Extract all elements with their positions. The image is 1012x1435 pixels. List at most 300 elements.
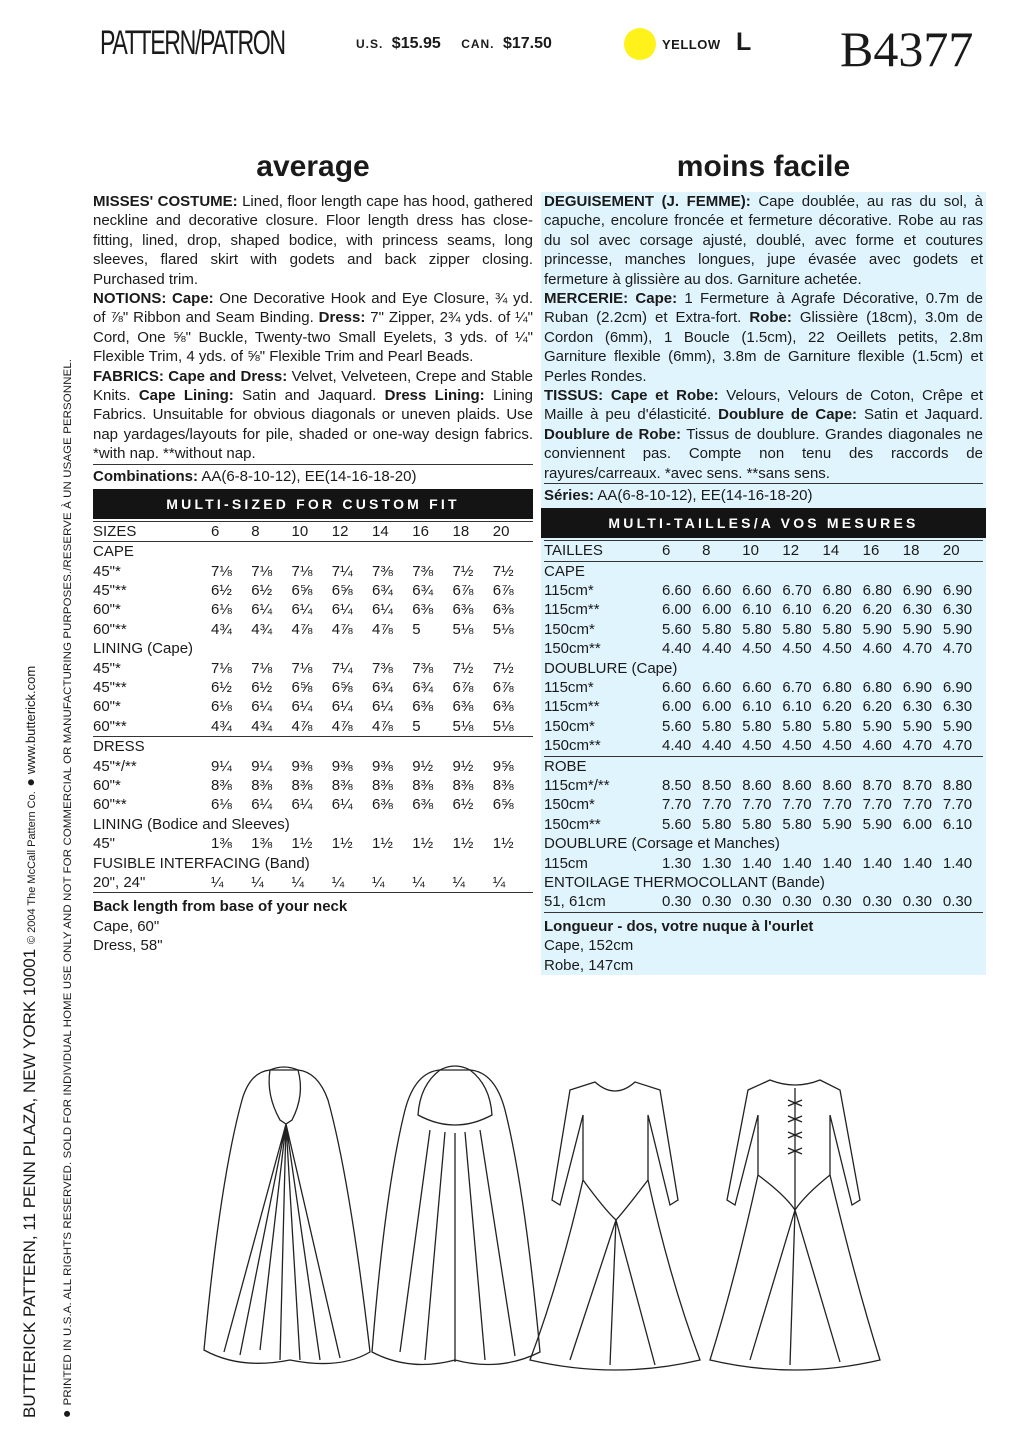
table-cell: 4.40: [702, 736, 742, 756]
row-label: LINING (Cape): [93, 640, 194, 658]
table-cell: 7⅛: [291, 562, 313, 580]
color-label: YELLOW: [662, 37, 721, 52]
table-cell: 6¼: [291, 698, 313, 716]
table-row: [93, 659, 533, 678]
row-label: 150cm**: [544, 640, 601, 658]
table-cell: 5.90: [902, 717, 932, 735]
dress-front-drawing: [530, 1082, 700, 1370]
multi-size-bar: MULTI-SIZED FOR CUSTOM FIT: [93, 489, 533, 519]
table-cell: 6.70: [782, 678, 812, 696]
table-row: [544, 834, 983, 853]
table-row: [93, 854, 533, 873]
table-row: [93, 873, 533, 893]
dress-lining-text: Lining Fabrics. Unsuitable for obvious diagonals or uneven plaids. Use nap yardages/layouts for pile, shaded or one-way design fabrics. *with nap. **without nap.: [93, 387, 534, 463]
table-cell: 6¾: [372, 678, 393, 696]
pattern-number: B4377: [840, 21, 974, 77]
table-cell: 6.20: [862, 601, 892, 619]
table-cell: 7½: [492, 659, 514, 677]
table-cell: 6.10: [742, 601, 772, 619]
desc-label-fr: DEGUISEMENT (J. FEMME):: [544, 193, 751, 210]
combo-label: Combinations:: [93, 467, 198, 485]
table-cell: 5.80: [702, 620, 732, 638]
table-row: [93, 717, 533, 737]
can-price-label: CAN.: [461, 37, 495, 51]
table-cell: 6.10: [782, 698, 812, 716]
combo-text: AA(6-8-10-12), EE(14-16-18-20): [198, 467, 417, 485]
dress-back-drawing: [710, 1080, 880, 1370]
table-cell: ¼: [453, 873, 493, 893]
row-label: 60"*: [93, 698, 121, 716]
table-cell: 7⅛: [211, 562, 232, 580]
row-label: 150cm*: [544, 796, 595, 814]
notions-dress-label-fr: Robe:: [749, 309, 792, 327]
size-header: 10: [742, 541, 782, 561]
row-label: 60"**: [93, 620, 127, 638]
table-cell: 1½: [412, 835, 434, 853]
table-cell: 4.60: [862, 640, 892, 658]
desc-text: Lined, floor length cape has hood, gathered neckline and decorative closure. Floor length dress has close-fitting, lined, drop, shaped bodice, with princess seams, long sleeves, flared skirt with godets and back zipper closing. Purchased trim.: [93, 193, 533, 288]
table-cell: 6½: [452, 796, 474, 814]
table-cell: 6⅝: [291, 581, 313, 599]
sizes-header-row: [93, 521, 533, 541]
row-label: CAPE: [93, 543, 134, 561]
row-label: DOUBLURE (Corsage et Manches): [544, 835, 780, 853]
table-cell: 8⅜: [452, 776, 474, 794]
table-cell: 6½: [251, 678, 273, 696]
table-cell: 8⅜: [372, 776, 393, 794]
table-cell: 0.30: [742, 892, 782, 912]
table-cell: 1⅜: [251, 835, 273, 853]
table-cell: 4.50: [782, 736, 822, 756]
yardage-table-en: [93, 521, 533, 894]
table-cell: 6.80: [822, 678, 852, 696]
dress-lining-label: Dress Lining:: [384, 387, 485, 405]
table-row: [544, 892, 983, 912]
back-length: [93, 893, 533, 955]
dress-lining-text-fr: Tissus de doublure. Grandes diagonales ne conviennent pas. Compte non tenu des raccords de rayures/carreaux. *avec sens. **sans sens.: [544, 425, 983, 482]
table-cell: 4.50: [742, 736, 782, 756]
table-cell: 6.80: [862, 678, 892, 696]
table-cell: 6⅜: [492, 601, 514, 619]
table-cell: 5.80: [782, 815, 812, 833]
cape-lining-label: Cape Lining:: [138, 387, 234, 405]
table-cell: 8.50: [702, 776, 732, 794]
table-cell: 5.90: [942, 717, 973, 735]
table-cell: 9¼: [211, 757, 232, 775]
table-cell: 5.80: [782, 620, 812, 638]
combo-text-fr: AA(6-8-10-12), EE(14-16-18-20): [594, 487, 813, 505]
table-cell: 5: [412, 717, 452, 737]
description: [93, 192, 533, 465]
table-cell: 7⅛: [291, 659, 313, 677]
size-letter: L: [736, 28, 752, 56]
row-label: 45"*: [93, 562, 121, 580]
table-cell: 6¼: [372, 601, 393, 619]
table-cell: 7½: [492, 562, 514, 580]
table-cell: 6.60: [662, 581, 692, 599]
row-label: 45"**: [93, 678, 127, 696]
table-cell: 6.10: [942, 815, 973, 833]
table-cell: 1½: [331, 835, 353, 853]
table-cell: 6¼: [331, 698, 353, 716]
row-label: 45"**: [93, 581, 127, 599]
table-cell: 6.00: [902, 815, 932, 833]
table-cell: ¼: [493, 873, 533, 893]
table-cell: 5.80: [822, 717, 852, 735]
english-info: [93, 192, 533, 956]
cape-lining-text-fr: Satin et Jaquard.: [857, 406, 983, 424]
table-cell: 7⅜: [372, 659, 393, 677]
table-cell: 1.40: [902, 854, 932, 872]
table-cell: 1.30: [662, 854, 692, 872]
table-cell: 8.70: [902, 776, 932, 794]
table-cell: 4.50: [823, 736, 863, 756]
table-cell: 6.20: [862, 698, 892, 716]
table-cell: 6.80: [862, 581, 892, 599]
table-cell: 7⅛: [211, 659, 232, 677]
row-label: 115cm*: [544, 581, 594, 599]
sizes-label: TAILLES: [544, 541, 662, 561]
publisher-address: BUTTERICK PATTERN, 11 PENN PLAZA, NEW YORK 10001 © 2004 The McCall Pattern Co. ● www.butterick.com: [20, 665, 39, 1418]
table-cell: 5.80: [742, 815, 772, 833]
table-cell: 5⅛: [452, 620, 474, 638]
table-cell: 1.40: [862, 854, 892, 872]
table-cell: 1.30: [702, 854, 732, 872]
table-cell: 6.00: [702, 698, 732, 716]
table-cell: 0.30: [702, 892, 742, 912]
table-cell: 6.30: [942, 601, 973, 619]
table-row: [544, 678, 983, 697]
table-cell: 5.80: [702, 717, 732, 735]
table-cell: 4.70: [903, 736, 943, 756]
table-cell: 6.70: [782, 581, 812, 599]
table-cell: 6.60: [742, 581, 772, 599]
table-cell: 5⅛: [492, 620, 514, 638]
table-cell: 5.90: [862, 815, 892, 833]
french-info: [541, 192, 986, 975]
table-cell: ¼: [251, 873, 291, 893]
table-cell: 5.60: [662, 717, 692, 735]
table-cell: 1.40: [942, 854, 973, 872]
table-cell: 6.90: [902, 581, 932, 599]
table-cell: 7.70: [702, 796, 732, 814]
row-label: CAPE: [544, 562, 585, 580]
table-cell: 7⅛: [251, 562, 273, 580]
table-cell: ¼: [372, 873, 412, 893]
table-cell: 6⅞: [492, 678, 514, 696]
size-header: 6: [211, 521, 251, 541]
table-cell: 6¼: [331, 796, 353, 814]
size-header: 20: [493, 521, 533, 541]
us-price: $15.95: [391, 35, 441, 52]
row-label: 150cm*: [544, 620, 595, 638]
table-cell: 6⅞: [492, 581, 514, 599]
combinations-fr: [544, 484, 983, 508]
notions-dress-label: Dress:: [318, 309, 366, 327]
table-cell: 7.70: [782, 796, 812, 814]
table-cell: 6⅜: [452, 601, 474, 619]
notions-cape-label-fr: Cape:: [635, 290, 678, 308]
table-cell: 1½: [291, 835, 313, 853]
size-header: 8: [251, 521, 291, 541]
cape-lining-label-fr: Doublure de Cape:: [718, 406, 858, 424]
table-cell: 4¾: [211, 620, 232, 638]
table-row: [544, 697, 983, 716]
table-row: [544, 873, 983, 892]
table-cell: 7.70: [662, 796, 692, 814]
table-cell: 4.50: [822, 640, 852, 658]
table-cell: 0.30: [662, 892, 702, 912]
row-label: 51, 61cm: [544, 892, 662, 912]
table-row: [544, 717, 983, 736]
table-cell: 6¼: [372, 698, 393, 716]
notions-dress: 7" Zipper, 2¾ yds. of ¼" Cord, One ⅝" Buckle, Twenty-two Small Eyelets, 3 yds. of ¼" Flexible Trim, 4 yds. of ⅝" Flexible Trim and Pearl Beads.: [93, 309, 533, 366]
table-cell: 7½: [452, 562, 474, 580]
table-cell: 6½: [251, 581, 273, 599]
table-row: [93, 620, 533, 639]
table-cell: 5.90: [862, 620, 892, 638]
fabrics-label-fr: TISSUS: Cape et Robe:: [544, 387, 719, 405]
notions-label-fr: MERCERIE:: [544, 290, 629, 308]
table-cell: 6.60: [702, 678, 732, 696]
row-label: 45"*: [93, 659, 121, 677]
table-cell: 8.60: [782, 776, 812, 794]
table-cell: 7.70: [742, 796, 772, 814]
table-cell: 4¾: [251, 620, 273, 638]
table-cell: ¼: [332, 873, 372, 893]
table-row: [93, 795, 533, 814]
cape-lining-text: Satin and Jaquard.: [233, 387, 385, 405]
table-cell: 6.30: [942, 698, 973, 716]
table-row: [93, 834, 533, 853]
cape-back-drawing: [372, 1066, 540, 1365]
table-row: [544, 639, 983, 658]
notions-dress-fr: Glissière (18cm), 3.0m de Cordon (6mm), 1 Boucle (1.5cm), 22 Oeillets petits, 2.8m Garniture flexible (6mm), 3.8m de Garniture flexible (1.5cm) et Perles Rondes.: [544, 309, 983, 385]
table-cell: 8⅜: [251, 776, 273, 794]
sizes-header-row: [544, 541, 983, 561]
table-cell: 6.10: [742, 698, 772, 716]
notions-cape-fr: 1 Fermeture à Agrafe Décorative, 0.7m de Ruban (2.2cm) et Extra-fort.: [544, 290, 983, 327]
row-label: 150cm**: [544, 736, 662, 756]
table-cell: 7⅜: [372, 562, 393, 580]
fabrics-text-fr: Velours, Velours de Coton, Crêpe et Maille à peu d'élasticité.: [544, 387, 984, 424]
table-cell: 6.10: [782, 601, 812, 619]
table-cell: 1½: [372, 835, 393, 853]
table-cell: 8.60: [822, 776, 852, 794]
table-cell: 4⅞: [291, 620, 313, 638]
table-cell: 5⅛: [493, 717, 533, 737]
table-cell: 6.90: [942, 678, 973, 696]
table-row: [544, 736, 983, 756]
table-cell: 5⅛: [453, 717, 493, 737]
table-cell: 5: [412, 620, 421, 638]
table-cell: 1.40: [742, 854, 772, 872]
back-length-dress: Dress, 58": [93, 937, 163, 955]
back-length-cape: Cape, 60": [93, 917, 160, 935]
row-label: 150cm*: [544, 717, 595, 735]
desc-text-fr: Cape doublée, au ras du sol, à capuche, encolure froncée et fermeture décorative. Robe au ras du sol avec corsage ajusté, doublé, avec forme et coutures princesse, manches longues, jupe évasée avec godets et fermeture à glissière au dos. Garniture achetée.: [544, 193, 983, 288]
table-cell: 4¾: [211, 717, 251, 737]
table-cell: 6.00: [662, 698, 692, 716]
table-cell: 6¼: [291, 601, 313, 619]
row-label: 115cm**: [544, 698, 600, 716]
row-label: FUSIBLE INTERFACING (Band): [93, 854, 310, 872]
table-cell: 6⅝: [331, 678, 353, 696]
table-cell: 7¼: [331, 659, 353, 677]
table-cell: 6⅝: [331, 581, 353, 599]
notions-cape: One Decorative Hook and Eye Closure, ¾ yd. of ⅞" Ribbon and Seam Binding.: [93, 290, 534, 327]
table-cell: 4⅞: [372, 717, 412, 737]
copyright-line: © 2004 The McCall Pattern Co.: [26, 791, 38, 945]
row-label: 115cm*: [544, 678, 594, 696]
table-row: [544, 854, 983, 873]
row-label: 60"**: [93, 717, 211, 737]
table-cell: 9⅜: [291, 757, 313, 775]
table-cell: 6.90: [902, 678, 932, 696]
table-cell: 4.40: [662, 640, 692, 658]
table-cell: 6.90: [942, 581, 973, 599]
rights-notice: ● PRINTED IN U.S.A. ALL RIGHTS RESERVED. SOLD FOR INDIVIDUAL HOME USE ONLY AND NOT FOR COMMERCIAL OR MANUFACTURING PURPOSES./RESERVE À UN USAGE PERSONNEL.: [58, 358, 74, 1418]
table-row: [93, 697, 533, 716]
table-cell: 0.30: [863, 892, 903, 912]
website-link[interactable]: www.butterick.com: [23, 665, 38, 775]
table-cell: 6¼: [251, 698, 273, 716]
table-row: [544, 620, 983, 639]
sizes-label: SIZES: [93, 521, 211, 541]
size-header: 12: [332, 521, 372, 541]
table-cell: 6⅜: [492, 698, 514, 716]
table-row: [93, 678, 533, 697]
table-cell: 0.30: [943, 892, 983, 912]
back-length-heading: Back length from base of your neck: [93, 898, 348, 916]
table-cell: 7⅜: [412, 659, 434, 677]
table-cell: 6.20: [822, 698, 852, 716]
table-cell: 6.20: [822, 601, 852, 619]
table-cell: 1.40: [782, 854, 812, 872]
can-price: $17.50: [502, 35, 552, 52]
table-cell: 0.30: [823, 892, 863, 912]
table-cell: 5.60: [662, 815, 692, 833]
table-row: [93, 737, 533, 757]
table-cell: 6⅛: [211, 796, 232, 814]
back-length-heading-fr: Longueur - dos, votre nuque à l'ourlet: [544, 917, 814, 935]
table-cell: 4.50: [782, 640, 812, 658]
row-label: 45"*/**: [93, 757, 137, 775]
table-cell: 8⅜: [211, 776, 232, 794]
multi-size-bar-fr: MULTI-TAILLES/A VOS MESURES: [541, 508, 986, 538]
table-cell: 9½: [452, 757, 474, 775]
table-cell: 8.60: [742, 776, 772, 794]
cape-front-drawing: [204, 1067, 370, 1364]
table-cell: ¼: [292, 873, 332, 893]
table-cell: 5.80: [782, 717, 812, 735]
table-cell: 8.70: [862, 776, 892, 794]
table-cell: 4⅞: [331, 620, 353, 638]
row-label: 45": [93, 835, 116, 853]
fabrics-text: Velvet, Velveteen, Crepe and Stable Knits.: [93, 367, 533, 405]
table-cell: 6¾: [372, 581, 393, 599]
table-cell: 8.50: [662, 776, 692, 794]
table-cell: 6⅜: [412, 698, 434, 716]
table-cell: 6¼: [251, 796, 273, 814]
table-cell: 5.90: [902, 620, 932, 638]
table-cell: 6⅜: [452, 698, 474, 716]
table-cell: 6.00: [662, 601, 692, 619]
table-row: [544, 756, 983, 776]
table-cell: 6¼: [291, 796, 313, 814]
table-cell: 5.80: [702, 815, 732, 833]
table-row: [93, 639, 533, 658]
table-cell: 6.60: [742, 678, 772, 696]
table-cell: 4.40: [662, 736, 702, 756]
back-length-fr: [544, 913, 983, 975]
table-row: [544, 659, 983, 678]
size-header: 10: [292, 521, 332, 541]
table-cell: 6.60: [702, 581, 732, 599]
table-cell: 9½: [412, 757, 434, 775]
size-header: 18: [903, 541, 943, 561]
row-label: 115cm**: [544, 601, 600, 619]
table-cell: 1⅜: [211, 835, 232, 853]
combo-label-fr: Séries:: [544, 487, 595, 505]
row-label: 150cm**: [544, 815, 601, 833]
size-header: 6: [662, 541, 702, 561]
table-cell: 7¼: [331, 562, 353, 580]
yardage-table-fr: [544, 540, 983, 913]
difficulty-level: average: [256, 150, 370, 183]
table-cell: 6⅜: [372, 796, 393, 814]
row-label: 60"*: [93, 776, 121, 794]
row-label: ROBE: [544, 757, 587, 775]
table-cell: 6½: [211, 678, 232, 696]
table-cell: 4.50: [742, 640, 772, 658]
table-cell: 9⅜: [372, 757, 393, 775]
description-fr: [544, 192, 983, 484]
table-cell: 6⅞: [452, 678, 474, 696]
desc-label: MISSES' COSTUME:: [93, 193, 238, 210]
us-price-label: U.S.: [356, 37, 384, 51]
table-cell: 6.00: [702, 601, 732, 619]
table-cell: 5.60: [662, 620, 692, 638]
table-cell: 6.60: [662, 678, 692, 696]
table-row: [544, 815, 983, 834]
table-cell: 6.30: [902, 601, 932, 619]
row-label: 115cm*/**: [544, 776, 610, 794]
table-cell: 0.30: [782, 892, 822, 912]
table-cell: 7.70: [942, 796, 973, 814]
dress-lining-label-fr: Doublure de Robe:: [544, 425, 681, 443]
size-header: 18: [453, 521, 493, 541]
table-cell: 0.30: [903, 892, 943, 912]
table-cell: 9¼: [251, 757, 273, 775]
table-cell: 8⅜: [291, 776, 313, 794]
english-column: [93, 148, 533, 956]
size-header: 20: [943, 541, 983, 561]
table-cell: 6⅝: [492, 796, 514, 814]
row-label: 60"*: [93, 601, 121, 619]
table-cell: 4.70: [902, 640, 932, 658]
yellow-dot-icon: [624, 28, 656, 60]
table-row: [93, 600, 533, 619]
table-cell: 8.80: [942, 776, 973, 794]
table-cell: 6⅜: [412, 601, 434, 619]
row-label: DOUBLURE (Cape): [544, 659, 678, 677]
table-cell: 5.80: [742, 620, 772, 638]
notions-label: NOTIONS:: [93, 290, 167, 308]
table-cell: 6¼: [251, 601, 273, 619]
size-header: 8: [702, 541, 742, 561]
table-cell: 6¾: [412, 678, 434, 696]
